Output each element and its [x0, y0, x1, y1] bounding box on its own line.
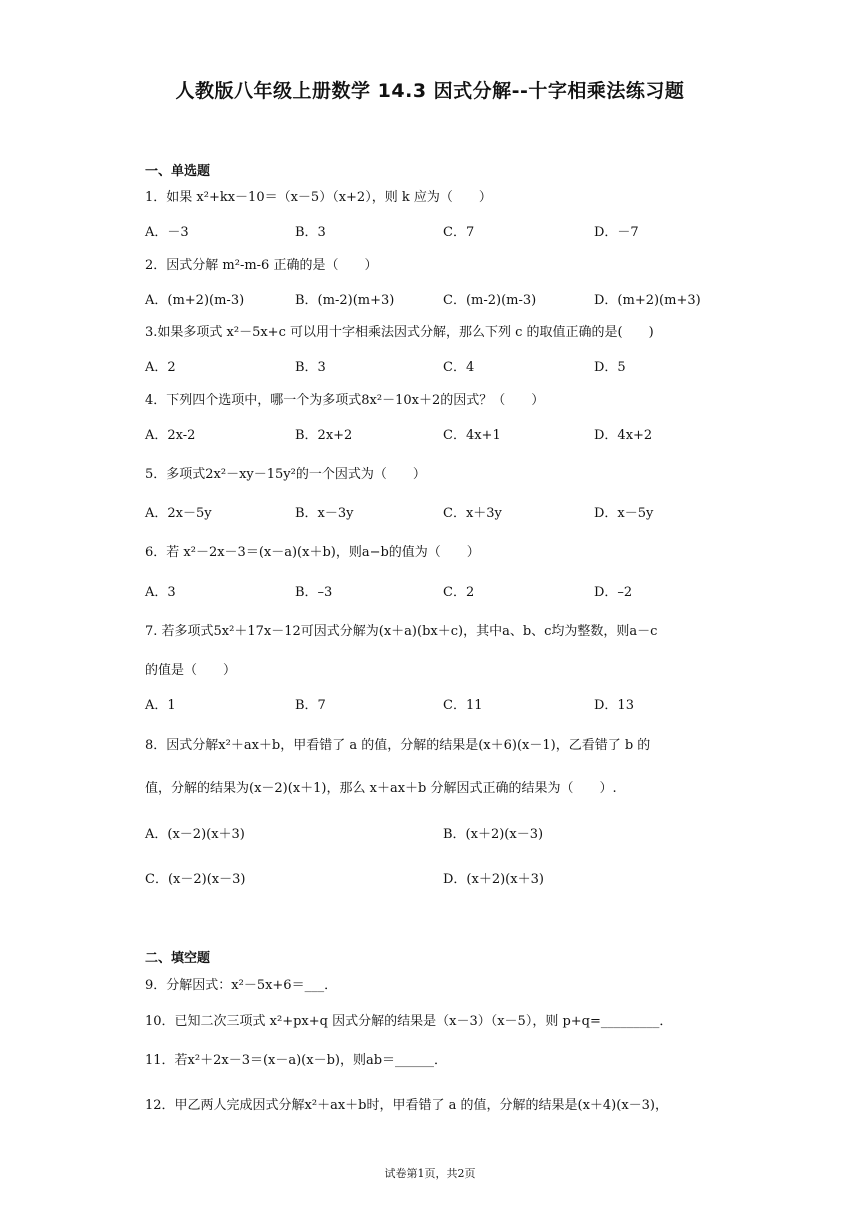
q8-option-c: C．(x－2)(x－3) — [145, 872, 246, 887]
q8-option-a: A．(x－2)(x＋3) — [145, 827, 245, 842]
q1-option-b: B．3 — [295, 225, 326, 240]
q7-option-d: D．13 — [594, 698, 634, 713]
question-5: 5．多项式2x²－xy－15y²的一个因式为（ ） — [145, 467, 426, 482]
question-12: 12．甲乙两人完成因式分解x²＋ax＋b时，甲看错了 a 的值，分解的结果是(x＋4)(x－3)， — [145, 1098, 668, 1113]
q7-option-b: B．7 — [295, 698, 326, 713]
q3-option-b: B．3 — [295, 360, 326, 375]
question-8-continued: 值，分解的结果为(x－2)(x＋1)，那么 x＋ax＋b 分解因式正确的结果为（ ）. — [145, 781, 617, 796]
q1-option-c: C．7 — [443, 225, 475, 240]
page-footer: 试卷第1页，共2页 — [384, 1167, 476, 1180]
question-1: 1．如果 x²+kx－10＝（x－5）（x+2），则 k 应为（ ） — [145, 190, 492, 205]
q6-option-c: C．2 — [443, 585, 475, 600]
q3-option-d: D．5 — [594, 360, 626, 375]
q3-option-a: A．2 — [145, 360, 176, 375]
question-4: 4．下列四个选项中，哪一个为多项式8x²－10x＋2的因式？（ ） — [145, 393, 545, 408]
q5-option-a: A．2x－5y — [145, 506, 212, 521]
section-heading-single-choice: 一、单选题 — [145, 164, 211, 179]
question-8: 8．因式分解x²＋ax＋b，甲看错了 a 的值，分解的结果是(x＋6)(x－1)，乙看错了 b 的 — [145, 738, 651, 753]
q6-option-a: A．3 — [145, 585, 176, 600]
q4-option-b: B．2x+2 — [295, 428, 353, 443]
q4-option-a: A．2x-2 — [145, 428, 196, 443]
q7-option-c: C．11 — [443, 698, 483, 713]
question-7: 7. 若多项式5x²＋17x－12可因式分解为(x＋a)(bx＋c)，其中a、b、c均为整数，则a－c — [145, 624, 658, 639]
q1-option-a: A．－3 — [145, 225, 189, 240]
q2-option-a: A．(m+2)(m-3) — [145, 293, 245, 308]
page-title: 人教版八年级上册数学 14.3 因式分解--十字相乘法练习题 — [175, 80, 685, 102]
q8-option-d: D．(x＋2)(x＋3) — [443, 872, 544, 887]
q1-option-d: D．－7 — [594, 225, 639, 240]
question-6: 6．若 x²－2x－3＝(x－a)(x＋b)，则a−b的值为（ ） — [145, 545, 480, 560]
question-3: 3.如果多项式 x²－5x+c 可以用十字相乘法因式分解，那么下列 c 的取值正确的是( ) — [145, 325, 654, 340]
q6-option-d: D．–2 — [594, 585, 633, 600]
question-9: 9．分解因式：x²－5x+6＝___． — [145, 978, 338, 993]
q4-option-c: C．4x+1 — [443, 428, 501, 443]
q8-option-b: B．(x＋2)(x－3) — [443, 827, 544, 842]
q2-option-c: C．(m-2)(m-3) — [443, 293, 537, 308]
q5-option-c: C．x＋3y — [443, 506, 502, 521]
question-2: 2．因式分解 m²-m-6 正确的是（ ） — [145, 258, 378, 273]
q2-option-b: B．(m-2)(m+3) — [295, 293, 395, 308]
question-7-continued: 的值是（ ） — [145, 663, 237, 678]
q5-option-d: D．x－5y — [594, 506, 654, 521]
q2-option-d: D．(m+2)(m+3) — [594, 293, 701, 308]
q6-option-b: B．–3 — [295, 585, 333, 600]
q3-option-c: C．4 — [443, 360, 475, 375]
q4-option-d: D．4x+2 — [594, 428, 653, 443]
q5-option-b: B．x－3y — [295, 506, 354, 521]
section-heading-fill-blank: 二、填空题 — [145, 951, 211, 966]
question-10: 10．已知二次三项式 x²+px+q 因式分解的结果是（x－3）（x－5），则 p+q=_________． — [145, 1014, 673, 1029]
q7-option-a: A．1 — [145, 698, 176, 713]
question-11: 11．若x²＋2x－3＝(x－a)(x－b)，则ab＝______． — [145, 1053, 448, 1068]
